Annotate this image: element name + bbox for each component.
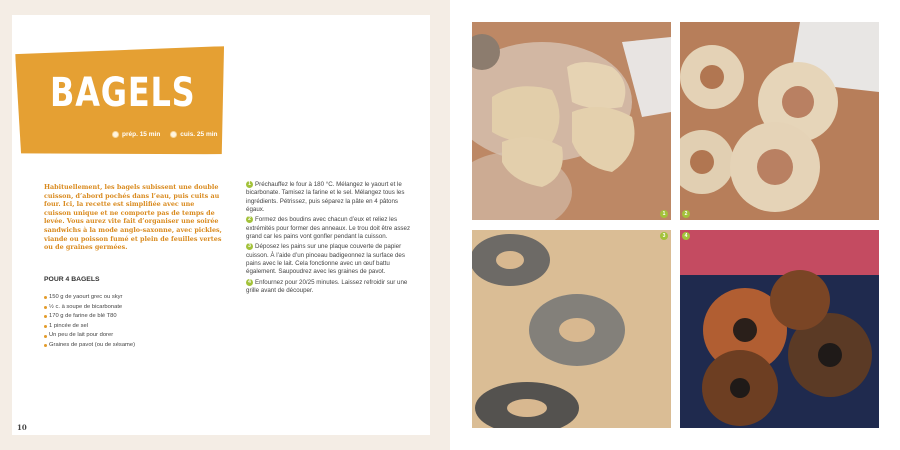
ingredient-item: 150 g de yaourt grec ou skyr bbox=[44, 293, 135, 303]
dough-rings-photo bbox=[680, 22, 879, 220]
bullet-icon bbox=[44, 325, 47, 328]
ingredients-list bbox=[44, 293, 135, 351]
clock-icon bbox=[170, 131, 177, 138]
photo-badge: 4 bbox=[682, 232, 690, 240]
recipe-title: BAGELS bbox=[50, 70, 196, 116]
step-number-badge: 2 bbox=[246, 216, 253, 223]
photo-badge: 1 bbox=[660, 210, 668, 218]
ingredient-item: Un peu de lait pour dorer bbox=[44, 331, 135, 341]
step-3: 3 Déposez les pains sur une plaque couverte de papier cuisson. À l’aide d’un pinceau badigeonnez la surface des pains avec le lait. Cela fonctionne avec un œuf battu également. Saupoudrez avec les graines de pavot. bbox=[246, 243, 405, 276]
step-number-badge: 3 bbox=[246, 243, 253, 250]
recipe-intro: Habituellement, les bagels subissent une double cuisson, d’abord pochés dans l’eau, puis cuits au four. Ici, la recette est simplifiée avec une cuisson unique et ne comporte pas de temps de levée. Vous aurez vite fait d’organiser une soirée sandwichs à la mode anglo-saxonne, avec pickles, viande ou poisson fumé et plein de feuilles vertes ou de graines germées. bbox=[44, 183, 222, 252]
bullet-icon bbox=[44, 335, 47, 338]
ingredient-item: 1 pincée de sel bbox=[44, 322, 135, 332]
step-1: 1 Préchauffez le four à 180 °C. Mélangez le yaourt et le bicarbonate. Tamisez la farine et le sel. Mélangez tous les ingrédients. Pétrissez, puis séparez la pâte en 4 pâtons égaux. bbox=[246, 181, 405, 214]
step-number-badge: 4 bbox=[246, 279, 253, 286]
bullet-icon bbox=[44, 315, 47, 318]
poppy-seed-bagels-photo bbox=[472, 230, 671, 428]
ingredient-item: ½ c. à soupe de bicarbonate bbox=[44, 303, 135, 313]
step-4: 4 Enfournez pour 20/25 minutes. Laissez refroidir sur une grille avant de découper. bbox=[246, 278, 408, 295]
bullet-icon bbox=[44, 296, 47, 299]
bullet-icon bbox=[44, 344, 47, 347]
ingredients-title: POUR 4 BAGELS bbox=[44, 276, 100, 283]
bullet-icon bbox=[44, 306, 47, 309]
photo-badge: 2 bbox=[682, 210, 690, 218]
dough-pieces-photo bbox=[472, 22, 671, 220]
ingredient-item: 170 g de farine de blé T80 bbox=[44, 312, 135, 322]
step-number-badge: 1 bbox=[246, 181, 253, 188]
cook-time bbox=[170, 131, 217, 138]
step-2: 2 Formez des boudins avec chacun d’eux et reliez les extrémités pour former des anneaux. Le trou doit être assez grand car les pains vont gonfler pendant la cuisson. bbox=[246, 216, 411, 241]
page-number: 10 bbox=[17, 423, 27, 432]
ingredient-item: Graines de pavot (ou de sésame) bbox=[44, 341, 135, 351]
photo-badge: 3 bbox=[660, 232, 668, 240]
prep-time-label: prép. 15 min bbox=[122, 131, 161, 138]
prep-time bbox=[112, 131, 160, 138]
recipe-steps bbox=[246, 181, 411, 297]
recipe-times bbox=[112, 131, 218, 138]
baked-bagels-photo bbox=[680, 230, 879, 428]
cook-time-label: cuis. 25 min bbox=[180, 131, 218, 138]
clock-icon bbox=[112, 131, 119, 138]
